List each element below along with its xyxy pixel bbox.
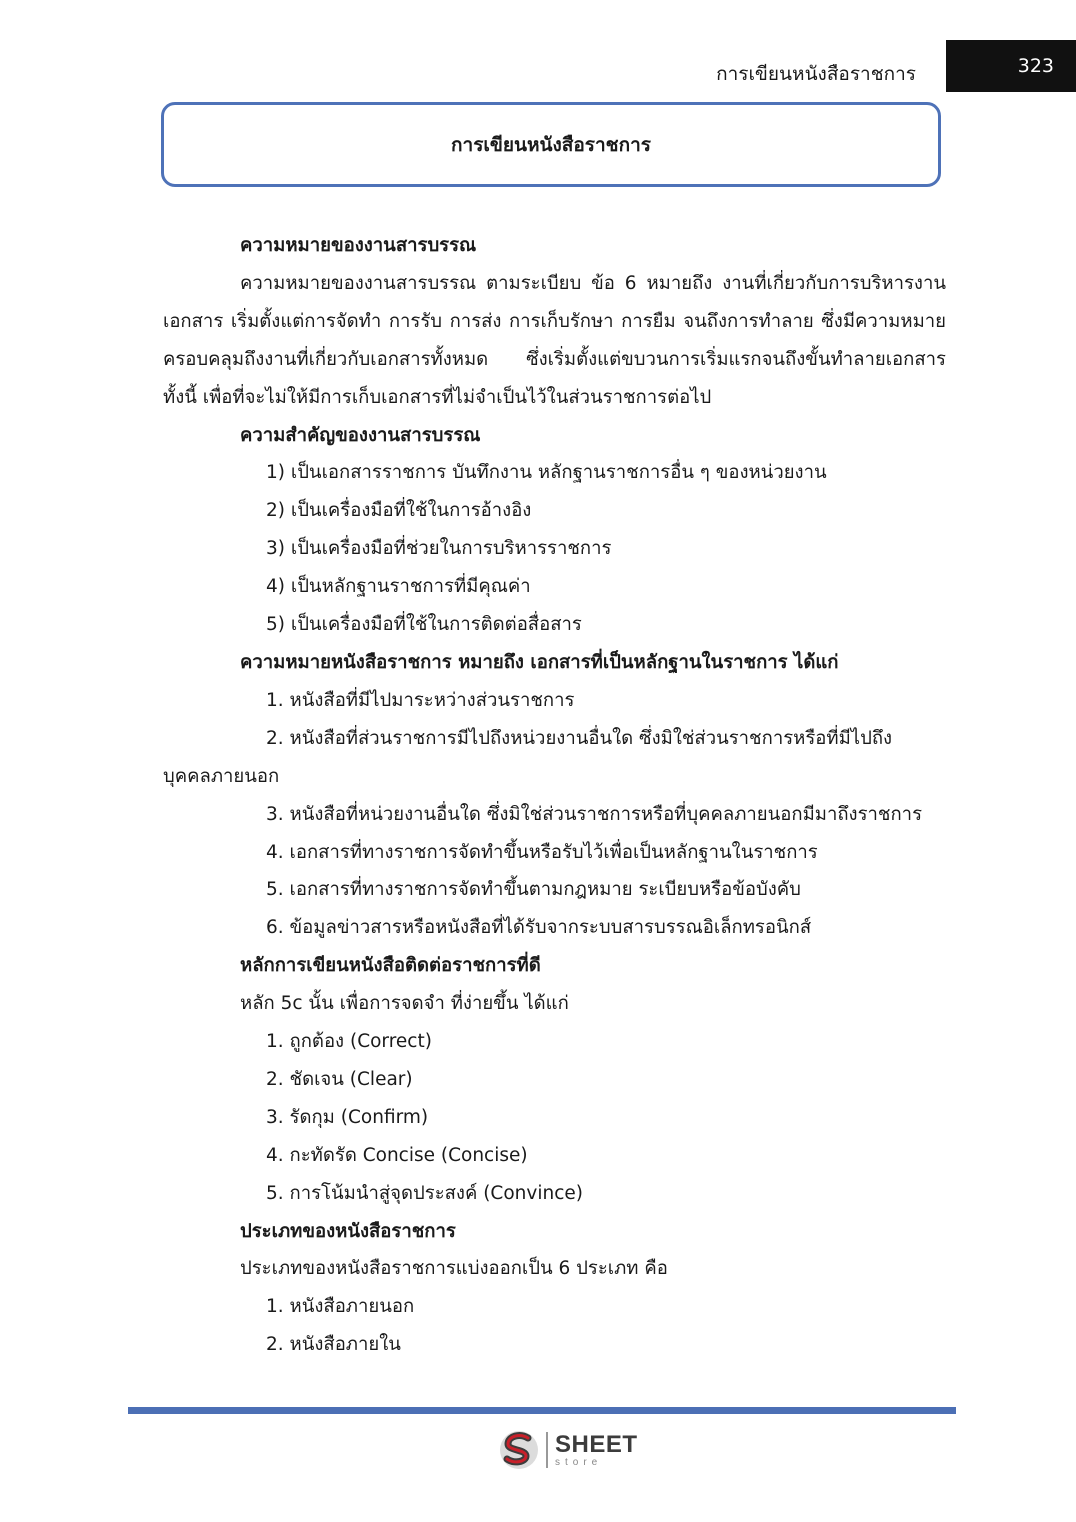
list-item: 2. ชัดเจน (Clear) <box>266 1068 413 1090</box>
list-item: 2. หนังสือที่ส่วนราชการมีไปถึงหน่วยงานอื่นใด ซึ่งมิใช่ส่วนราชการหรือที่มีไปถึง <box>266 727 893 749</box>
paragraph-line: เพื่อที่จะไม่ให้มีการเก็บเอกสารที่ไม่จำเป็นไว้ในส่วนราชการต่อไป <box>202 386 712 408</box>
list-item: 3. รัดกุม (Confirm) <box>266 1106 429 1128</box>
paragraph-line: เอกสาร เริ่มตั้งแต่การจัดทำ การรับ การส่ง การเก็บรักษา การยืม จนถึงการทำลาย ซึ่งมีความหมาย <box>163 310 946 332</box>
list-item: 2) เป็นเครื่องมือที่ใช้ในการอ้างอิง <box>266 500 532 522</box>
list-item: 1. หนังสือที่มีไปมาระหว่างส่วนราชการ <box>266 689 575 711</box>
section-heading: หลักการเขียนหนังสือติดต่อราชการที่ดี <box>240 955 541 977</box>
list-item: 1) เป็นเอกสารราชการ บันทึกงาน หลักฐานราชการอื่น ๆ ของหน่วยงาน <box>266 462 827 484</box>
logo-divider <box>546 1432 548 1468</box>
list-item: 3) เป็นเครื่องมือที่ช่วยในการบริหารราชการ <box>266 538 612 560</box>
list-item: 4. เอกสารที่ทางราชการจัดทำขึ้นหรือรับไว้เพื่อเป็นหลักฐานในราชการ <box>266 841 818 863</box>
paragraph-line: ความหมายของงานสารบรรณ ตามระเบียบ ข้อ 6 หมายถึง งานที่เกี่ยวกับการบริหารงาน <box>240 272 946 294</box>
list-item: 1. หนังสือภายนอก <box>266 1296 415 1318</box>
logo-word: SHEET <box>555 1430 638 1458</box>
running-header-title: การเขียนหนังสือราชการ <box>716 63 916 85</box>
section-heading: ความหมายหนังสือราชการ หมายถึง เอกสารที่เป็นหลักฐานในราชการ ได้แก่ <box>240 651 839 673</box>
list-item-continuation: บุคคลภายนอก <box>163 765 280 787</box>
paragraph-line: ครอบคลุมถึงงานที่เกี่ยวกับเอกสารทั้งหมด ซึ่งเริ่มตั้งแต่ขบวนการเริ่มแรกจนถึงขั้นทำลายเอกสาร ทั้งนี้ <box>163 348 946 408</box>
section-intro: หลัก 5c นั้น เพื่อการจดจำ ที่ง่ายขึ้น ได้แก่ <box>240 993 569 1015</box>
list-item: 4) เป็นหลักฐานราชการที่มีคุณค่า <box>266 576 531 598</box>
logo-s-icon <box>498 1429 540 1471</box>
list-item: 1. ถูกต้อง (Correct) <box>266 1031 432 1053</box>
section-intro: ประเภทของหนังสือราชการแบ่งออกเป็น 6 ประเภท คือ <box>240 1258 668 1280</box>
list-item: 5. การโน้มนำสู่จุดประสงค์ (Convince) <box>266 1182 583 1204</box>
list-item: 6. ข้อมูลข่าวสารหรือหนังสือที่ได้รับจากระบบสารบรรณอิเล็กทรอนิกส์ <box>266 917 812 939</box>
sheet-store-logo <box>498 1427 648 1473</box>
logo-subword: store <box>555 1456 603 1468</box>
list-item: 4. กะทัดรัด Concise (Concise) <box>266 1144 528 1166</box>
list-item: 2. หนังสือภายใน <box>266 1334 401 1356</box>
paragraph <box>163 265 946 417</box>
section-heading: ความสำคัญของงานสารบรรณ <box>240 424 481 446</box>
document-body <box>163 227 946 1364</box>
list-item: 5) เป็นเครื่องมือที่ใช้ในการติดต่อสื่อสาร <box>266 614 582 636</box>
chapter-title: การเขียนหนังสือราชการ <box>451 133 651 156</box>
page-number-tab <box>946 40 1076 92</box>
page-number: 323 <box>1017 55 1054 77</box>
chapter-title-box <box>161 102 941 187</box>
footer-rule <box>128 1407 956 1414</box>
section-heading: ความหมายของงานสารบรรณ <box>240 235 477 256</box>
list-item: 5. เอกสารที่ทางราชการจัดทำขึ้นตามกฎหมาย ระเบียบหรือข้อบังคับ <box>266 879 801 901</box>
section-heading: ประเภทของหนังสือราชการ <box>240 1220 456 1242</box>
list-item: 3. หนังสือที่หน่วยงานอื่นใด ซึ่งมิใช่ส่วนราชการหรือที่บุคคลภายนอกมีมาถึงราชการ <box>266 803 923 825</box>
logo-wordmark <box>555 1430 638 1468</box>
